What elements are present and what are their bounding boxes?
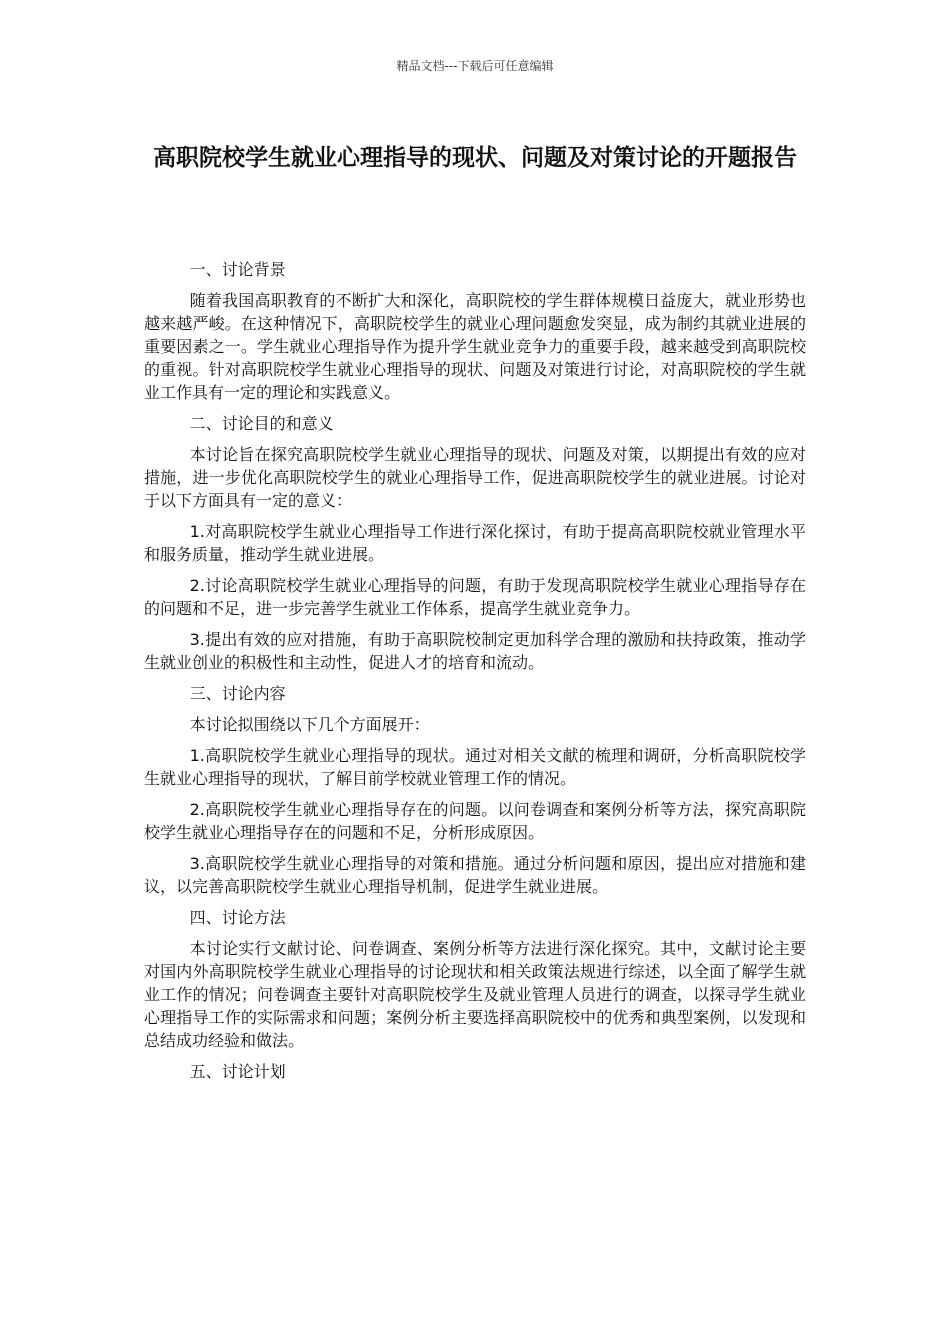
document-title: 高职院校学生就业心理指导的现状、问题及对策讨论的开题报告	[153, 145, 797, 171]
header-note: 精品文档---下载后可任意编辑	[396, 59, 554, 73]
paragraph-content-item-3: 3.高职院校学生就业心理指导的对策和措施。通过分析问题和原因，提出应对措施和建议，以完善高职院校学生就业心理指导机制，促进学生就业进展。	[144, 854, 806, 896]
paragraph-purpose-item-2: 2.讨论高职院校学生就业心理指导的问题，有助于发现高职院校学生就业心理指导存在的问题和不足，进一步完善学生就业工作体系，提高学生就业竞争力。	[144, 576, 806, 618]
paragraph-background: 随着我国高职教育的不断扩大和深化，高职院校的学生群体规模日益庞大，就业形势也越来越严峻。在这种情况下，高职院校学生的就业心理问题愈发突显，成为制约其就业进展的重要因素之一。学生就业心理指导作为提升学生就业竞争力的重要手段，越来越受到高职院校的重视。针对高职院校学生就业心理指导的现状、问题及对策进行讨论，对高职院校的学生就业工作具有一定的理论和实践意义。	[144, 291, 806, 402]
section-heading-content: 三、讨论内容	[189, 684, 286, 703]
paragraph-method: 本讨论实行文献讨论、问卷调查、案例分析等方法进行深化探究。其中，文献讨论主要对国内外高职院校学生就业心理指导的讨论现状和相关政策法规进行综述，以全面了解学生就业工作的情况；问卷调查主要针对高职院校学生及就业管理人员进行的调查，以探寻学生就业心理指导工作的实际需求和问题；案例分析主要选择高职院校中的优秀和典型案例，以发现和总结成功经验和做法。	[144, 939, 806, 1050]
paragraph-purpose-item-3: 3.提出有效的应对措施，有助于高职院校制定更加科学合理的激励和扶持政策，推动学生就业创业的积极性和主动性，促进人才的培育和流动。	[144, 630, 806, 672]
paragraph-purpose-intro: 本讨论旨在探究高职院校学生就业心理指导的现状、问题及对策，以期提出有效的应对措施，进一步优化高职院校学生的就业心理指导工作，促进高职院校学生的就业进展。讨论对于以下方面具有一定的意义：	[144, 445, 806, 510]
section-heading-background: 一、讨论背景	[189, 260, 286, 279]
section-heading-purpose: 二、讨论目的和意义	[189, 414, 334, 433]
paragraph-purpose-item-1: 1.对高职院校学生就业心理指导工作进行深化探讨，有助于提高高职院校就业管理水平和服务质量，推动学生就业进展。	[144, 522, 806, 564]
section-heading-method: 四、讨论方法	[189, 908, 286, 927]
document-body	[144, 258, 806, 1091]
paragraph-content-intro: 本讨论拟围绕以下几个方面展开：	[189, 715, 430, 734]
section-heading-plan: 五、讨论计划	[189, 1062, 286, 1081]
paragraph-content-item-2: 2.高职院校学生就业心理指导存在的问题。以问卷调查和案例分析等方法，探究高职院校学生就业心理指导存在的问题和不足，分析形成原因。	[144, 800, 806, 842]
paragraph-content-item-1: 1.高职院校学生就业心理指导的现状。通过对相关文献的梳理和调研，分析高职院校学生就业心理指导的现状，了解目前学校就业管理工作的情况。	[144, 746, 806, 788]
